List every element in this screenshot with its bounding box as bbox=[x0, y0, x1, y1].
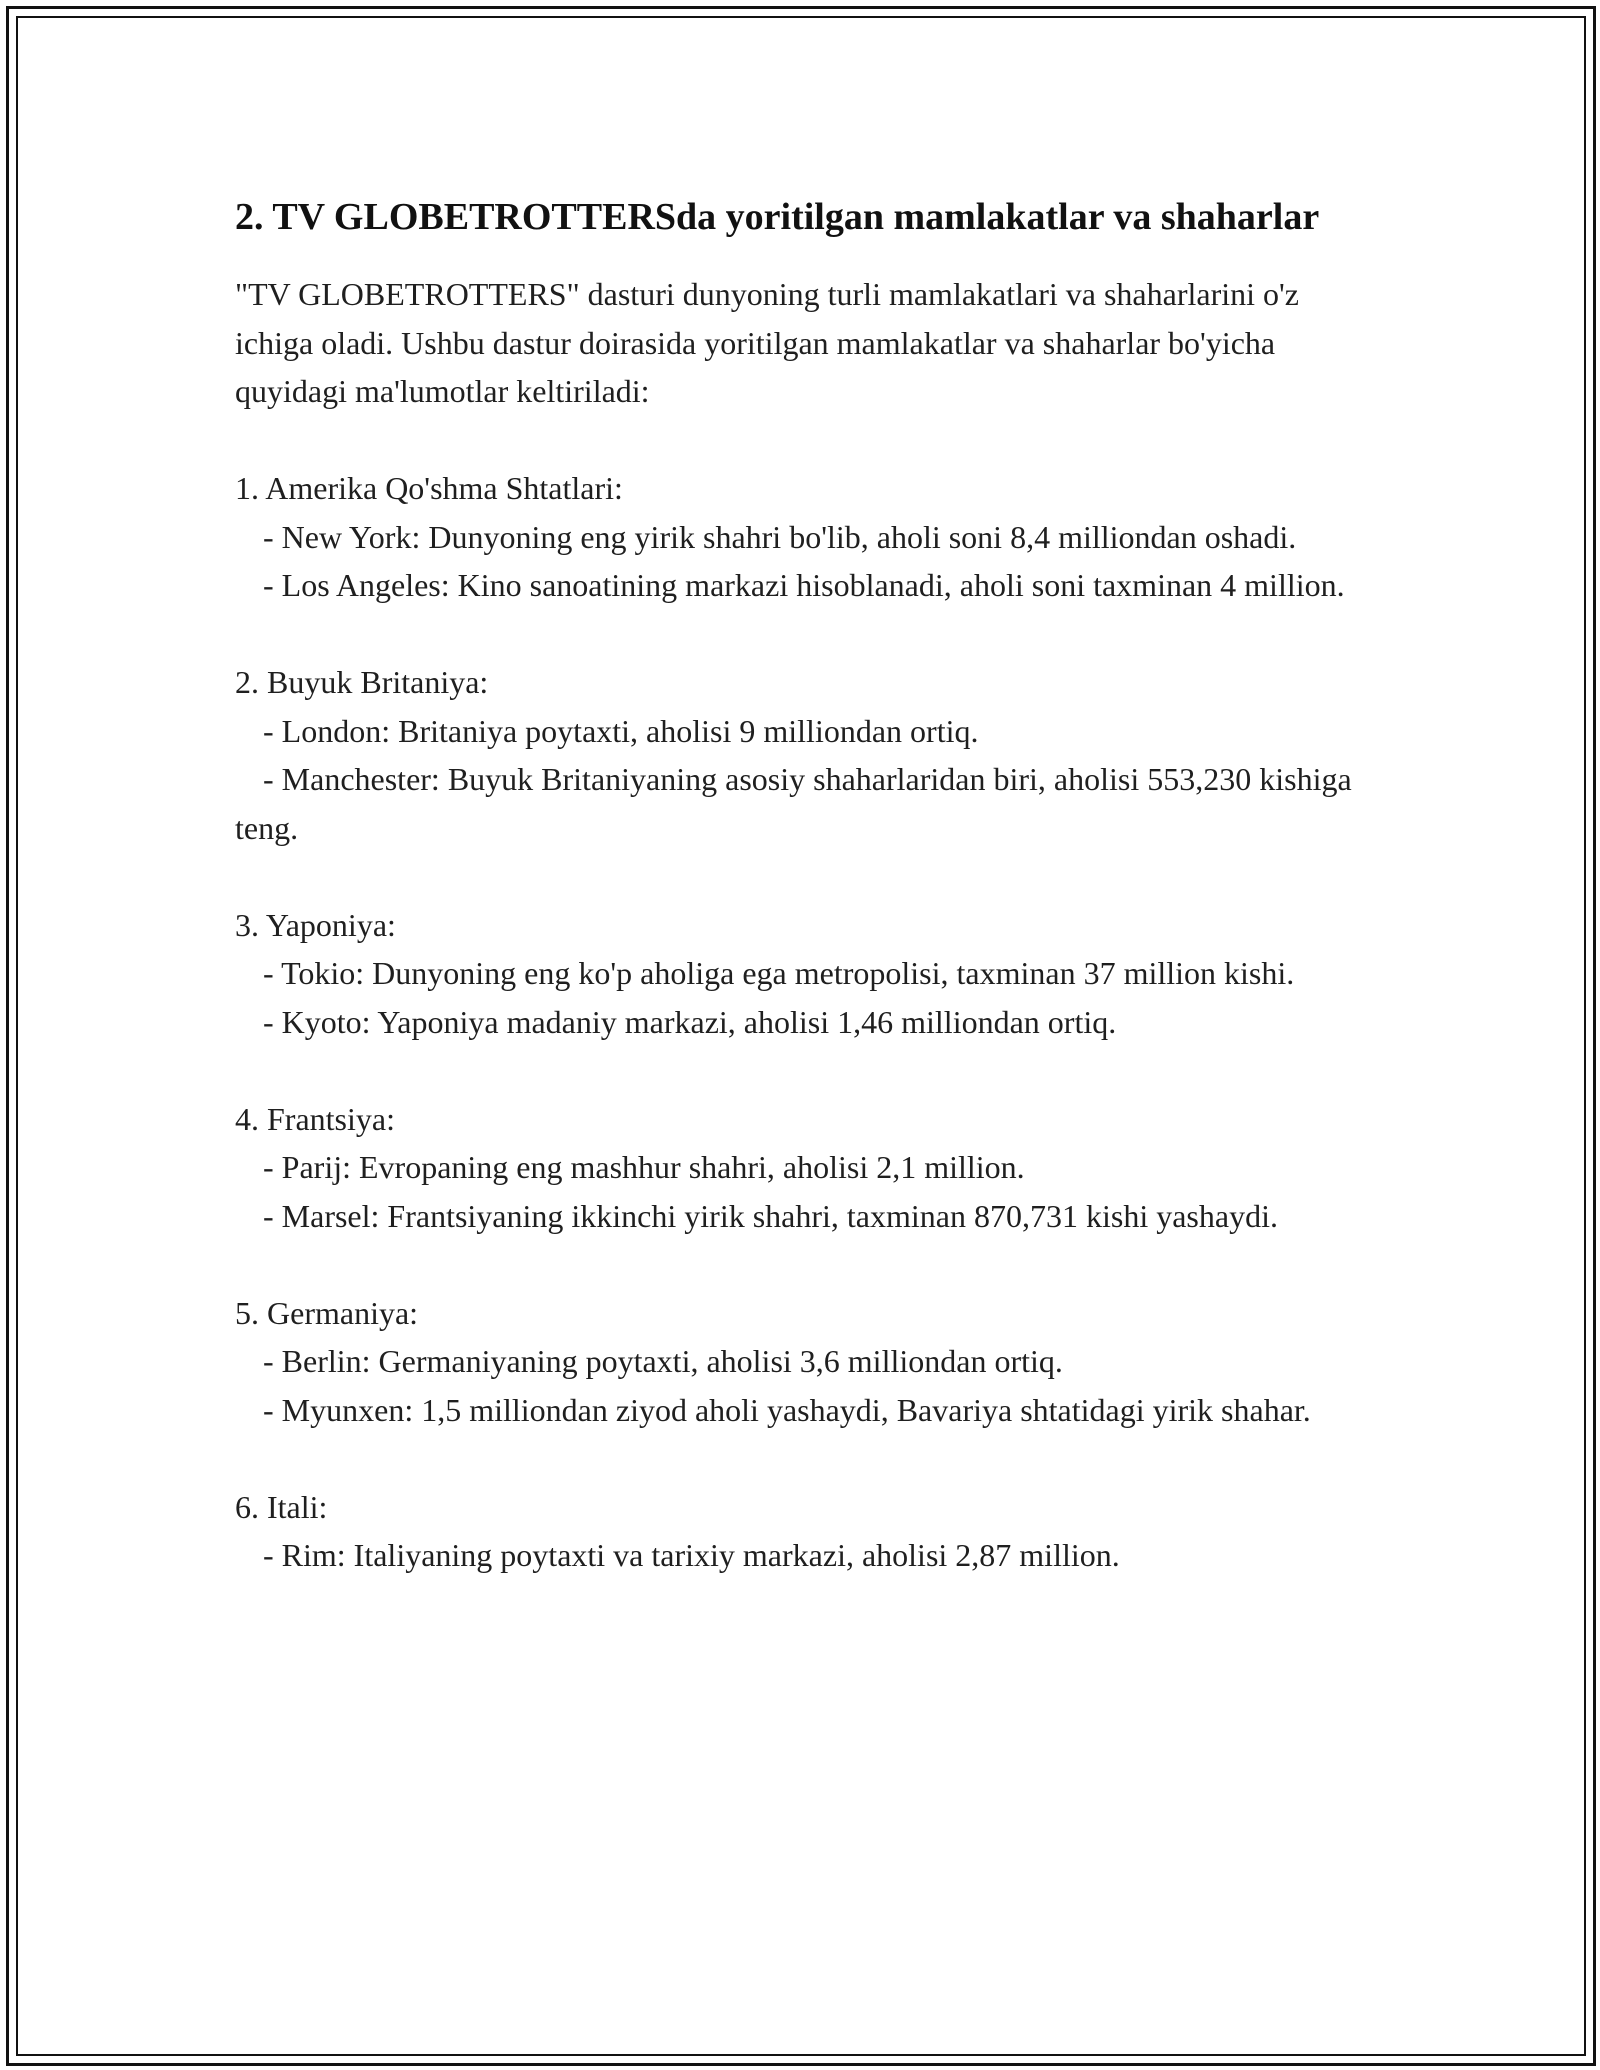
country-block bbox=[235, 658, 1365, 901]
city-entry bbox=[235, 949, 1365, 998]
country-name: 4. Frantsiya: bbox=[235, 1100, 395, 1137]
city-entry bbox=[235, 998, 1365, 1047]
document-body bbox=[235, 190, 1365, 1580]
city-entry bbox=[235, 1337, 1365, 1386]
city-text: - New York: Dunyoning eng yirik shahri bo'lib, aholi soni 8,4 milliondan oshadi. bbox=[263, 518, 1297, 555]
city-entry bbox=[235, 707, 1365, 756]
country-name: 6. Itali: bbox=[235, 1488, 328, 1525]
city-text: - Rim: Italiyaning poytaxti va tarixiy markazi, aholisi 2,87 million. bbox=[263, 1537, 1120, 1573]
city-text: - Myunxen: 1,5 milliondan ziyod aholi yashaydi, Bavariya shtatidagi yirik shahar. bbox=[263, 1391, 1311, 1428]
city-entry bbox=[235, 1386, 1365, 1435]
country-block bbox=[235, 1483, 1365, 1580]
city-entry bbox=[235, 513, 1365, 562]
spacer bbox=[235, 1046, 1365, 1095]
country-name: 5. Germaniya: bbox=[235, 1294, 419, 1331]
city-entry bbox=[235, 1143, 1365, 1192]
country-block bbox=[235, 464, 1365, 658]
country-block bbox=[235, 1289, 1365, 1483]
spacer bbox=[235, 416, 1365, 465]
city-text: - Kyoto: Yaponiya madaniy markazi, aholisi 1,46 milliondan ortiq. bbox=[263, 1003, 1117, 1040]
country-block bbox=[235, 1095, 1365, 1289]
city-text: - Los Angeles: Kino sanoatining markazi hisoblanadi, aholi soni taxminan 4 million. bbox=[263, 567, 1345, 603]
intro-paragraph: "TV GLOBETROTTERS" dasturi dunyoning turli mamlakatlari va shaharlarini o'z ichiga oladi. Ushbu dastur doirasida yoritilgan mamlakatlar va shaharlar bo'yicha quyidagi ma'lumotlar keltiriladi: bbox=[235, 276, 1299, 409]
section-heading: 2. TV GLOBETROTTERSda yoritilgan mamlakatlar va shaharlar bbox=[235, 196, 1320, 238]
city-text: - Manchester: Buyuk Britaniyaning asosiy shaharlaridan biri, aholisi 553,230 kishiga teng. bbox=[235, 761, 1352, 846]
city-text: - Tokio: Dunyoning eng ko'p aholiga ega metropolisi, taxminan 37 million kishi. bbox=[263, 955, 1295, 991]
spacer bbox=[235, 610, 1365, 659]
city-entry bbox=[235, 561, 1365, 610]
country-name: 1. Amerika Qo'shma Shtatlari: bbox=[235, 470, 623, 506]
city-entry bbox=[235, 1531, 1365, 1580]
spacer bbox=[235, 852, 1365, 901]
city-text: - Berlin: Germaniyaning poytaxti, aholisi 3,6 milliondan ortiq. bbox=[263, 1343, 1063, 1379]
country-name: 3. Yaponiya: bbox=[235, 906, 396, 943]
country-list bbox=[235, 464, 1365, 1580]
city-text: - Marsel: Frantsiyaning ikkinchi yirik shahri, taxminan 870,731 kishi yashaydi. bbox=[263, 1197, 1278, 1234]
country-block bbox=[235, 901, 1365, 1095]
city-text: - London: Britaniya poytaxti, aholisi 9 milliondan ortiq. bbox=[263, 712, 979, 749]
city-entry bbox=[235, 755, 1365, 852]
spacer bbox=[235, 1240, 1365, 1289]
spacer bbox=[235, 1434, 1365, 1483]
country-name: 2. Buyuk Britaniya: bbox=[235, 664, 489, 700]
city-entry bbox=[235, 1192, 1365, 1241]
city-text: - Parij: Evropaning eng mashhur shahri, aholisi 2,1 million. bbox=[263, 1149, 1025, 1185]
